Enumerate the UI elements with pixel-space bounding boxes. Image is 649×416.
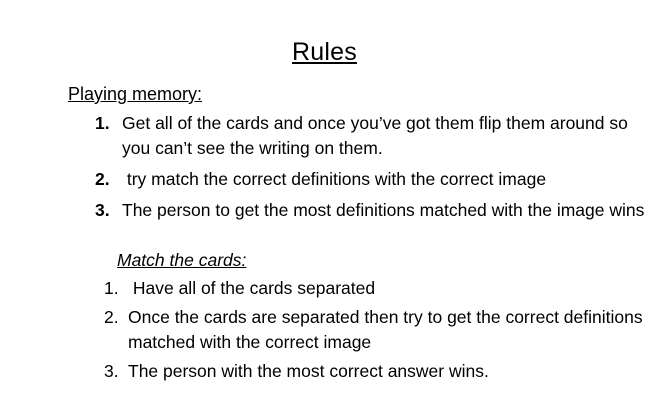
- list-item-text: The person with the most correct answer wins.: [128, 361, 489, 381]
- list-item-marker: 3.: [104, 361, 119, 381]
- list-item-marker: 1.: [95, 113, 110, 133]
- list-item: [0, 305, 649, 355]
- section-heading-playing-memory: Playing memory:: [68, 84, 203, 104]
- list-item-text: Get all of the cards and once you’ve got them flip them around so you can’t see the writing on them.: [122, 113, 628, 158]
- list-item: [0, 111, 649, 161]
- list-item-text: The person to get the most definitions matched with the image wins: [122, 200, 645, 220]
- list-item-text: try match the correct definitions with the correct image: [122, 169, 547, 189]
- section-heading-match-the-cards: Match the cards:: [117, 250, 247, 270]
- list-item-marker: 1.: [104, 278, 119, 298]
- list-item-text: Once the cards are separated then try to get the correct definitions matched with the correct image: [128, 307, 643, 352]
- list-item-text: Have all of the cards separated: [128, 278, 376, 298]
- list-item: [0, 276, 649, 301]
- list-item-marker: 3.: [95, 200, 110, 220]
- list-item-marker: 2.: [104, 307, 119, 327]
- page-title: Rules: [292, 38, 357, 66]
- list-item-marker: 2.: [95, 169, 110, 189]
- list-item: [0, 198, 649, 223]
- list-item: [0, 167, 649, 192]
- rules-list-playing-memory: [0, 111, 649, 223]
- rules-list-match-the-cards: [0, 276, 649, 384]
- list-item: [0, 359, 649, 384]
